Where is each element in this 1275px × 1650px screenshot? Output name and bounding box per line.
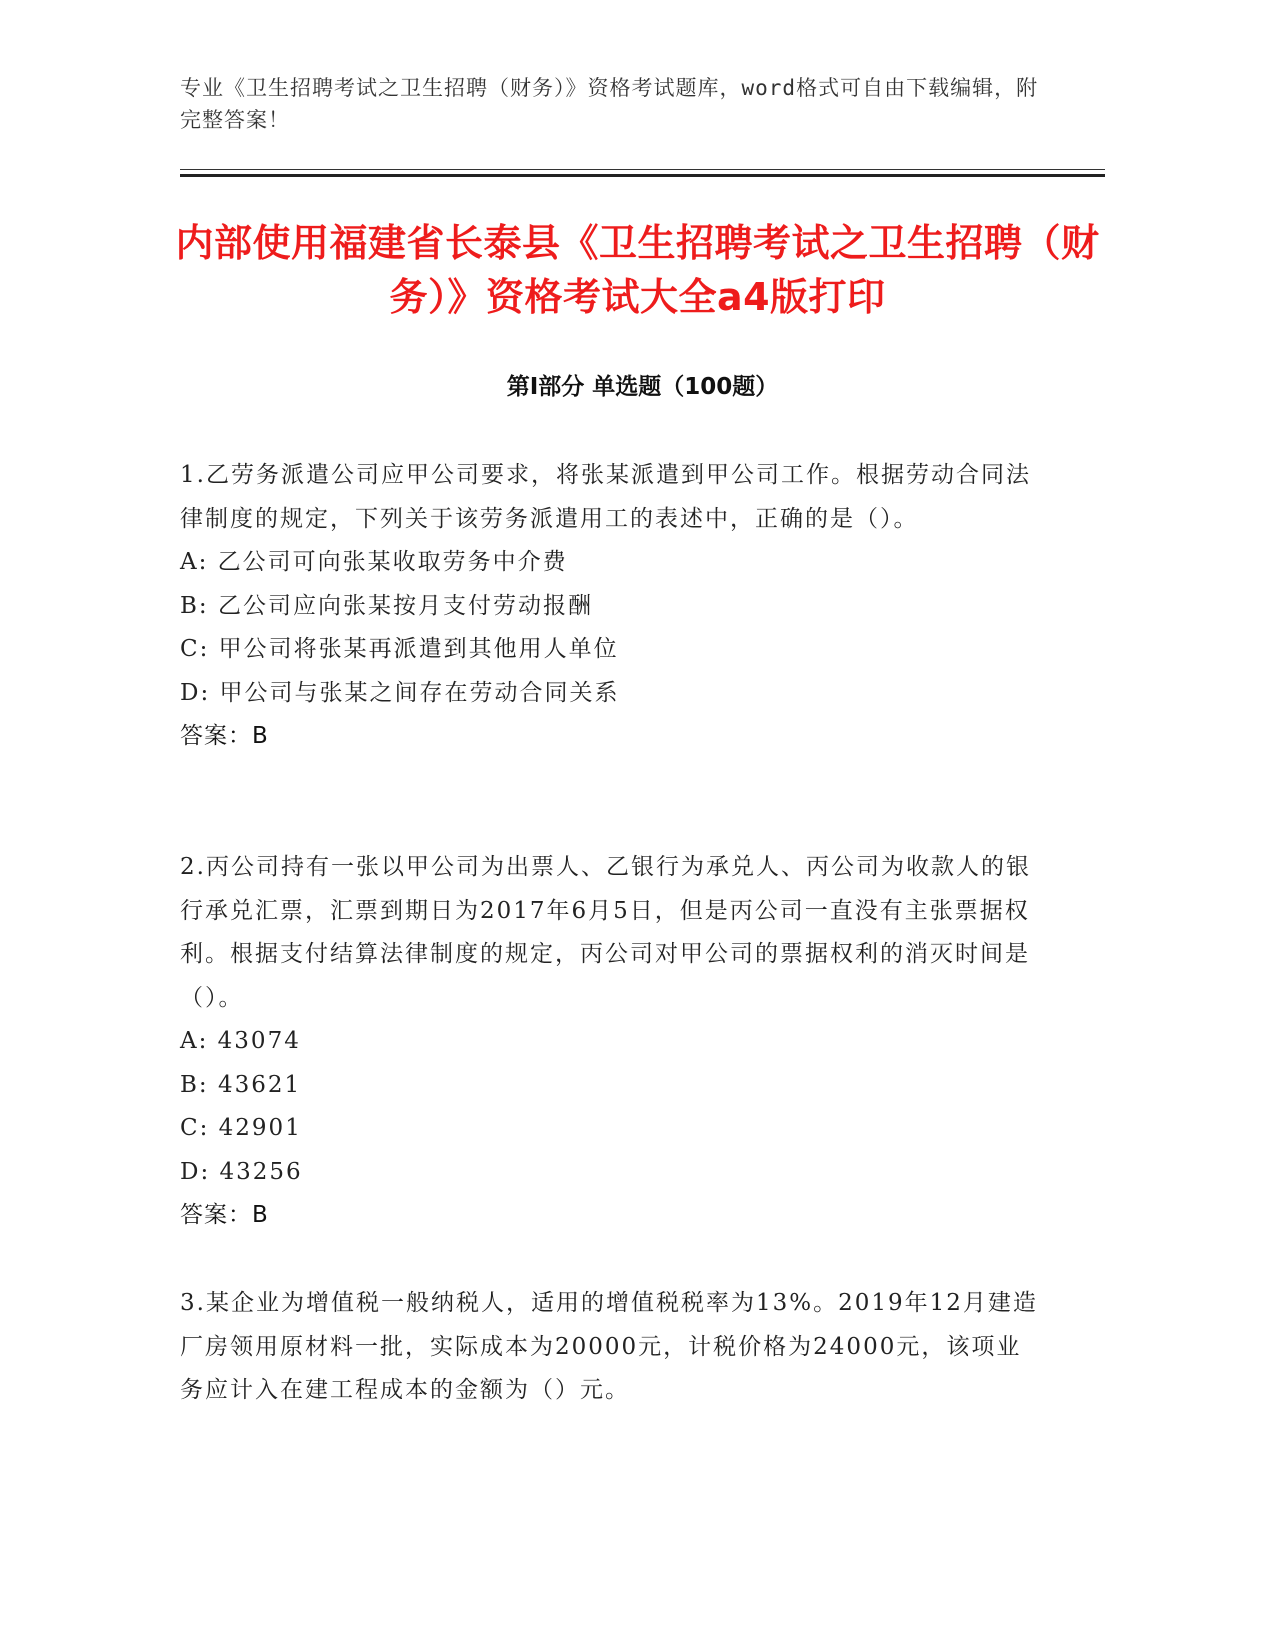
question-stem: 1.乙劳务派遣公司应甲公司要求，将张某派遣到甲公司工作。根据劳动合同法律制度的规定，下列关于该劳务派遣用工的表述中，正确的是（）。 xyxy=(180,462,1031,532)
option-a: A: 乙公司可向张某收取劳务中介费 xyxy=(180,549,568,575)
option-b: B: 乙公司应向张某按月支付劳动报酬 xyxy=(180,592,593,619)
section-heading: 第Ⅰ部分 单选题（100题） xyxy=(506,374,779,400)
question-2 xyxy=(180,846,1040,1238)
header-divider-thick xyxy=(180,174,1105,177)
option-d: D: 43256 xyxy=(180,1158,303,1185)
question-stem: 2.丙公司持有一张以甲公司为出票人、乙银行为承兑人、丙公司为收款人的银行承兑汇票，汇票到期日为2017年6月5日，但是丙公司一直没有主张票据权利。根据支付结算法律制度的规定，丙公司对甲公司的票据权利的消灭时间是（）。 xyxy=(180,854,1031,1011)
header-note: 专业《卫生招聘考试之卫生招聘（财务）》资格考试题库，word格式可自由下载编辑，附完整答案！ xyxy=(180,76,1039,132)
document-title: 内部使用福建省长泰县《卫生招聘考试之卫生招聘（财务）》资格考试大全a4版打印 xyxy=(175,221,1100,319)
header-divider-thin xyxy=(180,169,1105,170)
answer-label: 答案：B xyxy=(180,1202,269,1228)
question-stem: 3.某企业为增值税一般纳税人，适用的增值税税率为13%。2019年12月建造厂房领用原材料一批，实际成本为20000元，计税价格为24000元，该项业务应计入在建工程成本的金额为（）元。 xyxy=(180,1290,1038,1403)
option-b: B: 43621 xyxy=(180,1071,302,1098)
question-3 xyxy=(180,1282,1040,1413)
option-d: D: 甲公司与张某之间存在劳动合同关系 xyxy=(180,679,620,706)
option-a: A: 43074 xyxy=(180,1028,301,1054)
option-c: C: 甲公司将张某再派遣到其他用人单位 xyxy=(180,636,619,662)
question-1 xyxy=(180,454,1040,759)
option-c: C: 42901 xyxy=(180,1115,302,1141)
answer-label: 答案：B xyxy=(180,723,269,749)
